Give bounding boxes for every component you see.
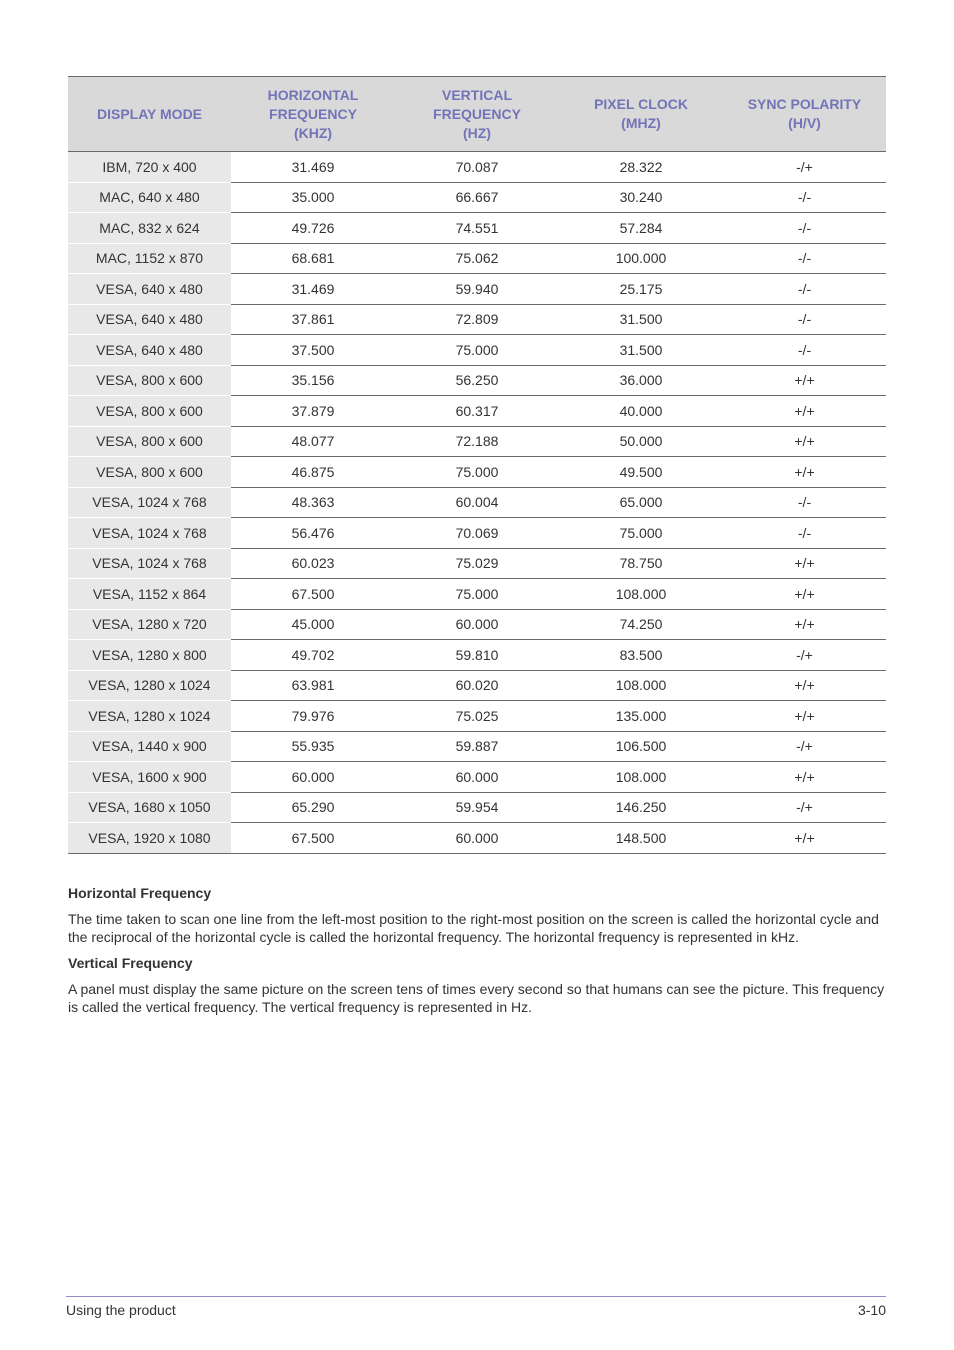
display-mode-cell: VESA, 1280 x 720: [68, 609, 231, 640]
table-row: [68, 518, 886, 549]
table-cell: 79.976: [231, 701, 395, 732]
table-cell: -/+: [796, 158, 813, 175]
table-cell: 36.000: [559, 365, 723, 396]
table-cell: 59.810: [395, 640, 559, 671]
table-cell: +/+: [723, 396, 886, 427]
column-header-line: (HZ): [463, 124, 491, 141]
table-row: [68, 731, 886, 762]
table-row: [68, 304, 886, 335]
table-row: [68, 243, 886, 274]
table-cell: 72.188: [395, 426, 559, 457]
column-header: [68, 77, 231, 152]
table-row: [68, 640, 886, 671]
table-cell: 67.500: [231, 823, 395, 854]
table-cell: 31.469: [231, 274, 395, 305]
table-cell: 50.000: [559, 426, 723, 457]
column-header-line: (KHZ): [293, 124, 333, 141]
display-mode-cell: VESA, 640 x 480: [68, 304, 231, 335]
table-cell: +/+: [723, 457, 886, 488]
table-cell: 72.809: [395, 304, 559, 335]
table-cell: 25.175: [559, 274, 723, 305]
table-cell: 37.879: [231, 396, 395, 427]
table-cell: -/-: [723, 213, 886, 244]
table-cell: +/+: [723, 762, 886, 793]
table-row: [68, 792, 886, 823]
display-mode-cell: VESA, 1152 x 864: [68, 579, 231, 610]
table-cell: 74.551: [395, 213, 559, 244]
table-cell: 108.000: [559, 579, 723, 610]
display-mode-cell: VESA, 800 x 600: [68, 365, 231, 396]
column-header-line: HORIZONTAL: [267, 86, 359, 103]
table-cell: 78.750: [559, 548, 723, 579]
table-header-row: [68, 77, 886, 152]
table-cell: -/-: [723, 182, 886, 213]
table-row: [68, 426, 886, 457]
table-cell: 48.077: [231, 426, 395, 457]
table-row: [68, 365, 886, 396]
table-cell: 49.702: [231, 640, 395, 671]
table-cell: 60.000: [395, 762, 559, 793]
table-cell: -/+: [723, 731, 886, 762]
display-mode-cell: VESA, 800 x 600: [68, 426, 231, 457]
table-cell: 70.087: [455, 158, 499, 175]
display-mode-cell: VESA, 1024 x 768: [68, 487, 231, 518]
table-cell: -/-: [723, 274, 886, 305]
display-mode-cell: VESA, 1680 x 1050: [68, 792, 231, 823]
table-cell: 75.000: [395, 457, 559, 488]
table-row: [68, 457, 886, 488]
table-cell: 74.250: [559, 609, 723, 640]
table-cell: 55.935: [231, 731, 395, 762]
table-cell: 60.020: [395, 670, 559, 701]
table-row: [68, 274, 886, 305]
column-header-line: (MHZ): [621, 115, 661, 131]
table-row: [68, 579, 886, 610]
display-mode-cell: MAC, 832 x 624: [68, 213, 231, 244]
table-cell: +/+: [723, 609, 886, 640]
horizontal-frequency-text: The time taken to scan one line from the left-most position to the right-most position on the screen is called the horizontal cycle and the reciprocal of the horizontal cycle is called the horizontal frequency. The horizontal frequency is represented in kHz.: [68, 910, 879, 945]
table-cell: 75.029: [395, 548, 559, 579]
display-mode-cell: MAC, 1152 x 870: [68, 243, 231, 274]
footer-page-number: 3-10: [857, 1302, 886, 1318]
table-cell: 68.681: [231, 243, 395, 274]
table-cell: 46.875: [231, 457, 395, 488]
table-cell: 59.887: [395, 731, 559, 762]
table-cell: 48.363: [231, 487, 395, 518]
table-row: [68, 487, 886, 518]
table-cell: 56.250: [395, 365, 559, 396]
table-cell: 60.000: [395, 823, 559, 854]
table-cell: 75.000: [395, 579, 559, 610]
definitions-section: [68, 884, 886, 1016]
table-cell: 28.322: [619, 158, 663, 175]
table-cell: 75.025: [395, 701, 559, 732]
table-cell: 60.023: [231, 548, 395, 579]
display-mode-cell: VESA, 1280 x 1024: [68, 701, 231, 732]
display-mode-cell: VESA, 1024 x 768: [68, 518, 231, 549]
table-cell: 40.000: [559, 396, 723, 427]
column-header: [723, 77, 886, 152]
table-cell: 108.000: [559, 670, 723, 701]
display-mode-cell: VESA, 800 x 600: [68, 396, 231, 427]
column-header-line: FREQUENCY: [433, 105, 521, 122]
display-mode-cell: VESA, 1280 x 1024: [68, 670, 231, 701]
table-cell: 63.981: [231, 670, 395, 701]
table-cell: 135.000: [559, 701, 723, 732]
column-header-line: PIXEL CLOCK: [594, 96, 688, 112]
table-cell: 100.000: [559, 243, 723, 274]
table-cell: 37.500: [231, 335, 395, 366]
display-mode-cell: VESA, 1600 x 900: [68, 762, 231, 793]
display-modes-table: [68, 76, 886, 854]
table-cell: +/+: [723, 579, 886, 610]
table-cell: 106.500: [559, 731, 723, 762]
table-cell: -/-: [723, 243, 886, 274]
table-cell: 30.240: [559, 182, 723, 213]
document-page: [68, 76, 886, 1024]
table-cell: +/+: [723, 701, 886, 732]
table-cell: 31.500: [559, 335, 723, 366]
table-cell: 31.469: [291, 158, 335, 175]
display-mode-cell: VESA, 1920 x 1080: [68, 823, 231, 854]
table-cell: 49.500: [559, 457, 723, 488]
display-mode-cell: IBM, 720 x 400: [68, 152, 231, 183]
column-header-line: FREQUENCY: [269, 105, 357, 122]
table-row: [68, 701, 886, 732]
column-header-line: (H/V): [788, 115, 821, 131]
table-cell: 59.940: [395, 274, 559, 305]
display-mode-cell: VESA, 800 x 600: [68, 457, 231, 488]
table-cell: 65.000: [559, 487, 723, 518]
table-cell: 35.000: [231, 182, 395, 213]
table-cell: 59.954: [395, 792, 559, 823]
table-cell: -/+: [723, 640, 886, 671]
table-cell: 56.476: [231, 518, 395, 549]
table-cell: 35.156: [231, 365, 395, 396]
column-header-line: DISPLAY MODE: [96, 105, 203, 122]
column-header: [231, 77, 395, 152]
table-cell: 70.069: [395, 518, 559, 549]
table-row: [68, 670, 886, 701]
table-row: [68, 182, 886, 213]
table-cell: +/+: [723, 426, 886, 457]
column-header: [395, 77, 559, 152]
table-cell: +/+: [723, 670, 886, 701]
table-cell: 148.500: [559, 823, 723, 854]
horizontal-frequency-heading: Horizontal Frequency: [68, 884, 212, 901]
column-header-line: VERTICAL: [442, 86, 512, 103]
vertical-frequency-text: A panel must display the same picture on the screen tens of times every second so that humans can see the picture. This frequency is called the vertical frequency. The vertical frequency is represented in Hz.: [68, 980, 885, 1015]
table-row: [68, 213, 886, 244]
table-row: [68, 548, 886, 579]
table-cell: +/+: [723, 365, 886, 396]
table-cell: 60.000: [231, 762, 395, 793]
column-header: [559, 77, 723, 152]
table-row: [68, 609, 886, 640]
vertical-frequency-heading: Vertical Frequency: [68, 954, 193, 971]
table-cell: 60.317: [395, 396, 559, 427]
table-cell: 37.861: [231, 304, 395, 335]
table-cell: 49.726: [231, 213, 395, 244]
table-cell: -/+: [723, 792, 886, 823]
table-cell: 67.500: [231, 579, 395, 610]
table-row: [68, 152, 886, 183]
table-cell: 108.000: [559, 762, 723, 793]
table-cell: 75.000: [395, 335, 559, 366]
table-cell: +/+: [723, 548, 886, 579]
table-cell: -/-: [723, 487, 886, 518]
display-mode-cell: VESA, 640 x 480: [68, 335, 231, 366]
table-cell: 66.667: [395, 182, 559, 213]
table-cell: 31.500: [559, 304, 723, 335]
table-row: [68, 823, 886, 854]
table-cell: 75.062: [395, 243, 559, 274]
table-body: [68, 152, 886, 854]
table-cell: -/-: [723, 335, 886, 366]
display-mode-cell: VESA, 1024 x 768: [68, 548, 231, 579]
table-row: [68, 396, 886, 427]
table-cell: 75.000: [559, 518, 723, 549]
table-cell: 45.000: [231, 609, 395, 640]
display-mode-cell: VESA, 1440 x 900: [68, 731, 231, 762]
display-mode-cell: VESA, 640 x 480: [68, 274, 231, 305]
table-cell: -/-: [723, 518, 886, 549]
table-cell: 60.004: [395, 487, 559, 518]
table-row: [68, 335, 886, 366]
table-row: [68, 762, 886, 793]
page-footer: [66, 1296, 886, 1318]
table-cell: 57.284: [559, 213, 723, 244]
table-cell: 65.290: [231, 792, 395, 823]
table-cell: 146.250: [559, 792, 723, 823]
table-cell: 60.000: [395, 609, 559, 640]
table-cell: -/-: [723, 304, 886, 335]
table-cell: 83.500: [559, 640, 723, 671]
table-cell: +/+: [723, 823, 886, 854]
display-mode-cell: MAC, 640 x 480: [68, 182, 231, 213]
footer-section-title: Using the product: [66, 1302, 176, 1318]
display-mode-cell: VESA, 1280 x 800: [68, 640, 231, 671]
column-header-line: SYNC POLARITY: [747, 96, 862, 112]
